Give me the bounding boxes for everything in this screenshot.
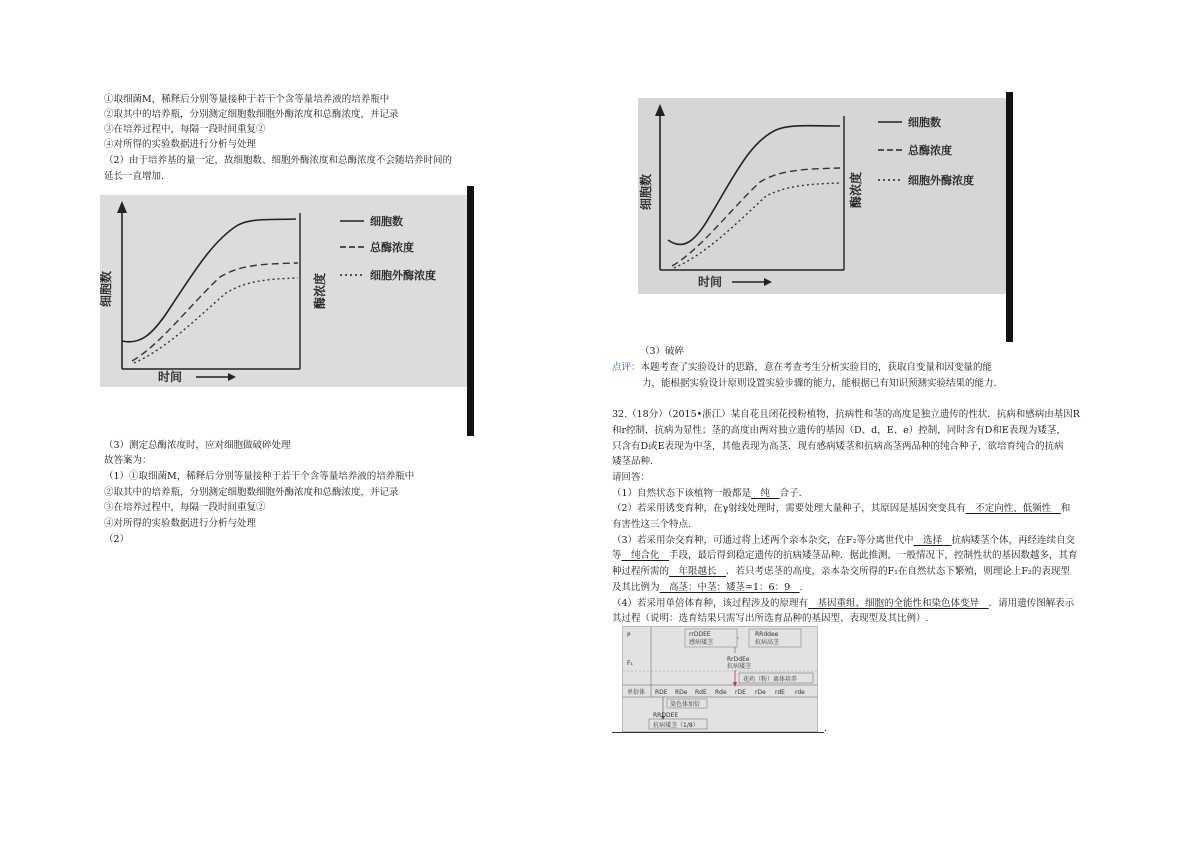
text-line: 延长一直增加. [104,171,165,182]
answer-4 [612,597,1074,610]
f1-phenotype: 抗病矮茎 [727,663,752,670]
f1-genotype: RrDdEe [727,656,750,663]
text: ．若只考虑茎的高度，亲本杂交所得的F₁在自然状态下繁殖，则理论上F₂的表现型 [726,566,1070,577]
legend-total-enzyme: 总酶浓度 [908,144,952,157]
answer-blank: 年限越长 [669,566,727,577]
chromosome-doubling-label: 染色体加倍 [670,701,701,708]
answer-blank: 不定向性、低频性 [965,503,1061,514]
ylabel-cell-count: 细胞数 [639,173,653,210]
legend-cell-count: 细胞数 [908,116,941,129]
text-line: （3）破碎 [640,346,685,357]
gamete-genotype: rDe [755,689,766,696]
text-line: （2）由于培养基的量一定，故细胞数、细胞外酶浓度和总酶浓度不会随培养时间的 [104,155,453,166]
text-line: 请回答： [612,472,651,483]
text-line: ④对所得的实验数据进行分析与处理 [104,518,257,529]
gamete-genotype: rde [795,689,805,696]
growth-curve-figure-left [100,195,468,387]
parent1-phenotype: 感病矮茎 [689,639,714,646]
text: 抗病矮茎个体，再经连续自交 [951,535,1075,546]
answer-blank: 基因重组、细胞的全能性和染色体变异 [808,598,989,609]
row-label-p: P [627,632,631,639]
anther-culture-label: 花药（粉）离体培养 [743,676,798,683]
growth-curve-figure-right [638,98,1006,294]
legend-extracellular-enzyme: 细胞外酶浓度 [370,269,436,282]
parent2-phenotype: 抗病高茎 [755,639,780,646]
result-phenotype: 抗病矮茎（1/8） [653,722,699,729]
legend-total-enzyme: 总酶浓度 [370,241,414,254]
answer-3 [612,534,1075,547]
scan-edge-bar [1006,92,1013,342]
answer-2 [612,502,1070,515]
text-line: ②取其中的培养瓶，分别测定细胞数细胞外酶浓度和总酶浓度，并记录 [104,109,399,120]
text-line: 32.（18分）（2015•浙江）某自花且闭花授粉植物，抗病性和茎的高度是独立遗传的性状．抗病和感病由基因R [612,409,1080,420]
text-line: 力，能根据实验设计原则设置实验步骤的能力，能根据已有知识预测实验结果的能力. [642,378,997,389]
answer-3-line3 [612,565,1070,578]
gamete-genotype: RdE [695,689,707,696]
xlabel-time: 时间 [698,275,723,289]
text: （3）若采用杂交育种，可通过将上述两个亲本杂交，在F₂等分离世代中 [612,535,914,546]
parent2-genotype: RRddee [755,631,779,638]
answer-3-line4 [612,581,803,594]
end-mark: . [824,723,828,734]
gamete-genotype: Rde [715,689,727,696]
result-genotype: RRDDEE [653,712,679,719]
answer-blank: 纯 [751,488,780,499]
text: ．请用遗传图解表示 [988,598,1075,609]
text: 合子. [779,488,802,499]
genetic-cross-diagram [622,626,818,732]
growth-curve-svg [638,98,1006,294]
gamete-genotype: rdE [775,689,785,696]
answer-3-line2 [612,549,1078,562]
legend-extracellular-enzyme: 细胞外酶浓度 [908,174,974,187]
text-line: 其过程（说明：选育结果只需写出所选育品种的基因型、表现型及其比例）. [612,613,929,624]
text-line: 故答案为： [104,455,152,466]
xlabel-time: 时间 [158,370,183,384]
text: （4）若采用单倍体育种，该过程涉及的原理有 [612,598,809,609]
ylabel-enzyme: 酶浓度 [313,272,327,309]
answer-blank: 高茎：中茎：矮茎=1：6：9 [659,582,800,593]
text-line: （3）测定总酶浓度时，应对细胞做破碎处理 [104,440,291,451]
gamete-genotype: RDe [675,689,688,696]
text-line: ③在培养过程中，每隔一段时间重复② [104,124,266,135]
text-line: ③在培养过程中，每隔一段时间重复② [104,502,266,513]
text: 和 [1060,503,1071,514]
text: 及其比例为 [612,582,660,593]
text: 种过程所需的 [612,566,670,577]
text: （2）若采用诱变育种，在γ射线处理时，需要处理大量种子，其原因是基因突变具有 [612,503,966,514]
text-line: 有害性这三个特点. [612,519,692,530]
comment-label: 点评： [612,362,641,373]
text: （1）自然状态下该植物一般都是 [612,488,752,499]
text: 手段，最后得到稳定遗传的抗病矮茎品种．据此推测，一般情况下，控制性状的基因数越多，其育 [669,550,1078,561]
answer-1 [612,487,802,500]
text-line: 只含有D或E表现为中茎，其他表现为高茎．现有感病矮茎和抗病高茎两品种的纯合种子，欲培育纯合的抗病 [612,441,1064,452]
text: . [799,582,803,593]
text-line: （1）①取细菌M，稀释后分别等量接种于若干个含等量培养液的培养瓶中 [104,471,415,482]
text: 等 [612,550,622,561]
text-line: （2） [104,534,130,545]
gamete-genotype: RDE [655,689,668,696]
text-line: ②取其中的培养瓶，分别测定细胞数细胞外酶浓度和总酶浓度，并记录 [104,487,399,498]
diagram-underline [612,732,824,733]
text-line: ①取细菌M，稀释后分别等量接种于若干个含等量培养液的培养瓶中 [104,94,390,105]
ylabel-enzyme: 酶浓度 [849,171,863,208]
parent1-genotype: rrDDEE [689,631,711,638]
text-line: ④对所得的实验数据进行分析与处理 [104,139,257,150]
genetic-cross-svg [623,627,817,731]
row-label-haploid: 单倍体 [627,689,646,696]
gamete-genotype: rDE [735,689,746,696]
legend-cell-count: 细胞数 [370,215,403,228]
text-line: 矮茎品种. [612,456,654,467]
answer-blank: 选择 [913,535,952,546]
ylabel-cell-count: 细胞数 [100,270,113,307]
text-line: 和r控制，抗病为显性；茎的高度由两对独立遗传的基因（D、d，E、e）控制，同时含有D和E表现为矮茎， [612,425,1066,436]
comment-text: 本题考查了实验设计的思路，意在考查考生分析实验目的，获取自变量和因变量的能 [640,362,993,373]
scan-edge-bar [467,186,474,436]
comment-line [612,361,992,374]
growth-curve-svg [100,195,468,387]
answer-blank: 纯合化 [621,550,670,561]
row-label-f1: F₁ [627,660,633,667]
